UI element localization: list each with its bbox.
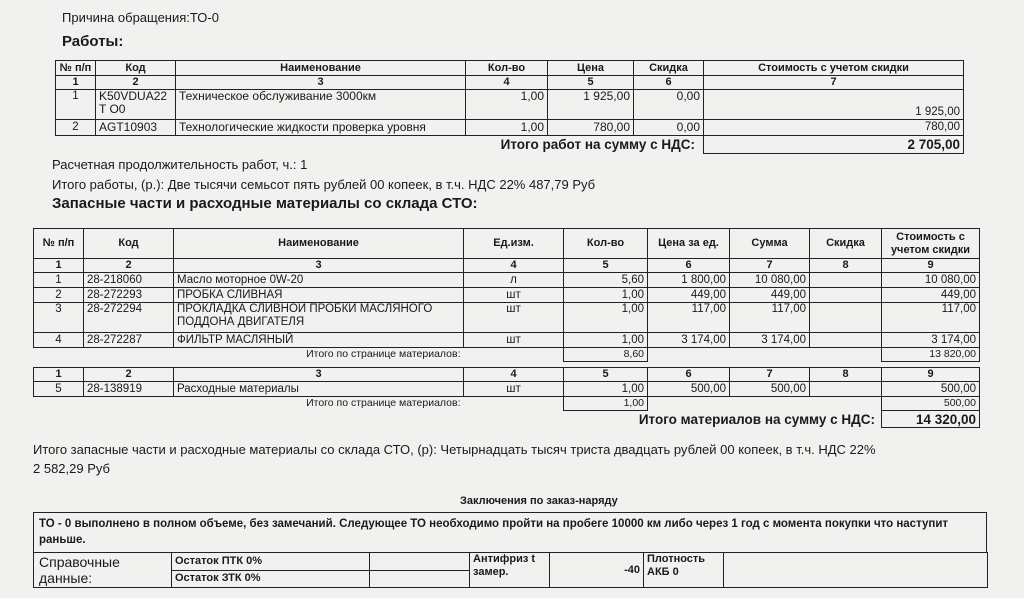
parts-table — [33, 228, 980, 428]
works-header-cost: Стоимость с учетом скидки — [704, 61, 964, 76]
cell-num: 5 — [34, 382, 84, 397]
works-title: Работы: — [62, 33, 124, 50]
works-colnum: 2 — [96, 76, 176, 90]
parts-colnum: 5 — [564, 368, 648, 382]
cell-cost: 10 080,00 — [882, 273, 980, 288]
cell-sum: 10 080,00 — [730, 273, 810, 288]
works-sum-words: Итого работы, (р.): Две тысячи семьсот пять рублей 00 копеек, в т.ч. НДС 22% 487,79 Руб — [52, 177, 596, 192]
table-row — [34, 382, 980, 397]
cell-unit: шт — [464, 288, 564, 303]
cell-name: ФИЛЬТР МАСЛЯНЫЙ — [174, 333, 464, 348]
parts-colnum: 5 — [564, 259, 648, 273]
antifreeze-label: Антифриз t замер. — [470, 553, 550, 588]
cell-qty: 1,00 — [564, 303, 648, 333]
cell-code: 28-272294 — [84, 303, 174, 333]
parts-header-cost: Стоимость с учетом скидки — [882, 229, 980, 259]
parts-colnum: 9 — [882, 368, 980, 382]
parts-colnum: 1 — [34, 259, 84, 273]
page2-total-cost: 500,00 — [882, 397, 980, 411]
cell-price: 117,00 — [648, 303, 730, 333]
parts-colnum: 6 — [648, 368, 730, 382]
cell-qty: 1,00 — [466, 90, 548, 120]
cell-code: AGT10903 — [96, 120, 176, 136]
cell-name: Расходные материалы — [174, 382, 464, 397]
parts-header-name: Наименование — [174, 229, 464, 259]
cell-name: ПРОКЛАДКА СЛИВНОЙ ПРОБКИ МАСЛЯНОГО ПОДДОНА ДВИГАТЕЛЯ — [174, 303, 464, 333]
page1-total-label: Итого по странице материалов: — [306, 348, 461, 361]
parts-header-price: Цена за ед. — [648, 229, 730, 259]
reason-text: Причина обращения:ТО-0 — [62, 10, 219, 25]
cell-price: 1 800,00 — [648, 273, 730, 288]
parts-colnum: 8 — [810, 259, 882, 273]
works-header-discount: Скидка — [634, 61, 704, 76]
table-row — [34, 333, 980, 348]
cell-sum: 500,00 — [730, 382, 810, 397]
works-colnum: 5 — [548, 76, 634, 90]
cell-qty: 1,00 — [564, 382, 648, 397]
cell-price: 780,00 — [548, 120, 634, 136]
cell-sum: 117,00 — [730, 303, 810, 333]
parts-header-discount: Скидка — [810, 229, 882, 259]
antifreeze-value: -40 — [550, 553, 644, 588]
parts-header-unit: Ед.изм. — [464, 229, 564, 259]
cell-cost: 449,00 — [882, 288, 980, 303]
cell-discount — [810, 303, 882, 333]
parts-colnum: 4 — [464, 368, 564, 382]
cell-num: 2 — [56, 120, 96, 136]
parts-colnum: 3 — [174, 368, 464, 382]
cell-code: 28-138919 — [84, 382, 174, 397]
ptk-remaining: Остаток ПТК 0% — [172, 553, 370, 571]
cell-sum: 449,00 — [730, 288, 810, 303]
works-header-code: Код — [96, 61, 176, 76]
parts-colnum: 4 — [464, 259, 564, 273]
ztk-remaining: Остаток ЗТК 0% — [172, 570, 370, 588]
cell-num: 1 — [56, 90, 96, 120]
cell-name: Техническое обслуживание 3000км — [176, 90, 466, 120]
cell-unit: л — [464, 273, 564, 288]
parts-total-label: Итого материалов на сумму с НДС: — [638, 411, 875, 427]
parts-header-num: № п/п — [34, 229, 84, 259]
parts-colnum: 7 — [730, 259, 810, 273]
works-header-num: № п/п — [56, 61, 96, 76]
cell-num: 4 — [34, 333, 84, 348]
works-duration: Расчетная продолжительность работ, ч.: 1 — [52, 157, 308, 172]
cell-qty: 1,00 — [564, 333, 648, 348]
works-colnum: 6 — [634, 76, 704, 90]
cell-discount — [810, 288, 882, 303]
cell-code: 28-218060 — [84, 273, 174, 288]
table-row — [34, 303, 980, 333]
parts-colnum: 7 — [730, 368, 810, 382]
table-row — [56, 90, 964, 120]
works-header-price: Цена — [548, 61, 634, 76]
parts-sum-words-1: Итого запасные части и расходные материалы со склада СТО, (р): Четырнадцать тысяч триста двадцать рублей 00 копеек, в т.ч. НДС 22% — [33, 442, 876, 457]
cell-discount: 0,00 — [634, 90, 704, 120]
works-table — [55, 60, 964, 154]
cell-discount — [810, 333, 882, 348]
conclusion-box — [33, 512, 987, 552]
works-colnum: 3 — [176, 76, 466, 90]
cell-sum: 3 174,00 — [730, 333, 810, 348]
parts-header-sum: Сумма — [730, 229, 810, 259]
parts-header-code: Код — [84, 229, 174, 259]
cell-price: 449,00 — [648, 288, 730, 303]
works-total-value: 2 705,00 — [704, 136, 964, 154]
works-total-label: Итого работ на сумму с НДС: — [500, 137, 695, 153]
conclusion-text: ТО - 0 выполнено в полном объеме, без замечаний. Следующее ТО необходимо пройти на пробеге 10000 км либо через 1 год с момента покупки что наступит раньше. — [39, 518, 949, 546]
cell-qty: 1,00 — [564, 288, 648, 303]
cell-num: 3 — [34, 303, 84, 333]
table-row — [34, 288, 980, 303]
cell-discount — [810, 382, 882, 397]
cell-unit: шт — [464, 333, 564, 348]
page1-total-qty: 8,60 — [564, 348, 648, 362]
works-colnum: 1 — [56, 76, 96, 90]
cell-price: 1 925,00 — [548, 90, 634, 120]
cell-qty: 1,00 — [466, 120, 548, 136]
cell-price: 500,00 — [648, 382, 730, 397]
cell-cost: 117,00 — [882, 303, 980, 333]
works-colnum: 7 — [704, 76, 964, 90]
cell-cost: 780,00 — [704, 120, 964, 136]
parts-header-qty: Кол-во — [564, 229, 648, 259]
parts-colnum: 2 — [84, 259, 174, 273]
page2-total-label: Итого по странице материалов: — [306, 397, 461, 410]
cell-price: 3 174,00 — [648, 333, 730, 348]
cell-discount: 0,00 — [634, 120, 704, 136]
cell-name: Масло моторное 0W-20 — [174, 273, 464, 288]
parts-title: Запасные части и расходные материалы со склада СТО: — [52, 195, 478, 212]
cell-cost: 1 925,00 — [704, 90, 964, 120]
parts-total-value: 14 320,00 — [882, 411, 980, 428]
conclusion-title: Заключения по заказ-наряду — [460, 495, 618, 507]
cell-unit: шт — [464, 303, 564, 333]
works-header-name: Наименование — [176, 61, 466, 76]
works-colnum: 4 — [466, 76, 548, 90]
cell-discount — [810, 273, 882, 288]
parts-colnum: 1 — [34, 368, 84, 382]
parts-colnum: 8 — [810, 368, 882, 382]
parts-colnum: 6 — [648, 259, 730, 273]
cell-unit: шт — [464, 382, 564, 397]
table-row — [56, 120, 964, 136]
parts-sum-words-2: 2 582,29 Руб — [33, 461, 110, 476]
battery-density: Плотность АКБ 0 — [644, 553, 724, 588]
parts-colnum: 2 — [84, 368, 174, 382]
cell-qty: 5,60 — [564, 273, 648, 288]
cell-name: ПРОБКА СЛИВНАЯ — [174, 288, 464, 303]
cell-code: 28-272293 — [84, 288, 174, 303]
parts-colnum: 3 — [174, 259, 464, 273]
cell-code: K50VDUA22T O0 — [96, 90, 176, 120]
reference-table — [33, 552, 988, 588]
cell-cost: 3 174,00 — [882, 333, 980, 348]
page1-total-cost: 13 820,00 — [882, 348, 980, 362]
reference-label: Справочные данные: — [34, 553, 172, 588]
table-row — [34, 273, 980, 288]
cell-name: Технологические жидкости проверка уровня — [176, 120, 466, 136]
page2-total-qty: 1,00 — [564, 397, 648, 411]
cell-num: 2 — [34, 288, 84, 303]
parts-colnum: 9 — [882, 259, 980, 273]
works-header-qty: Кол-во — [466, 61, 548, 76]
cell-cost: 500,00 — [882, 382, 980, 397]
cell-code: 28-272287 — [84, 333, 174, 348]
cell-num: 1 — [34, 273, 84, 288]
